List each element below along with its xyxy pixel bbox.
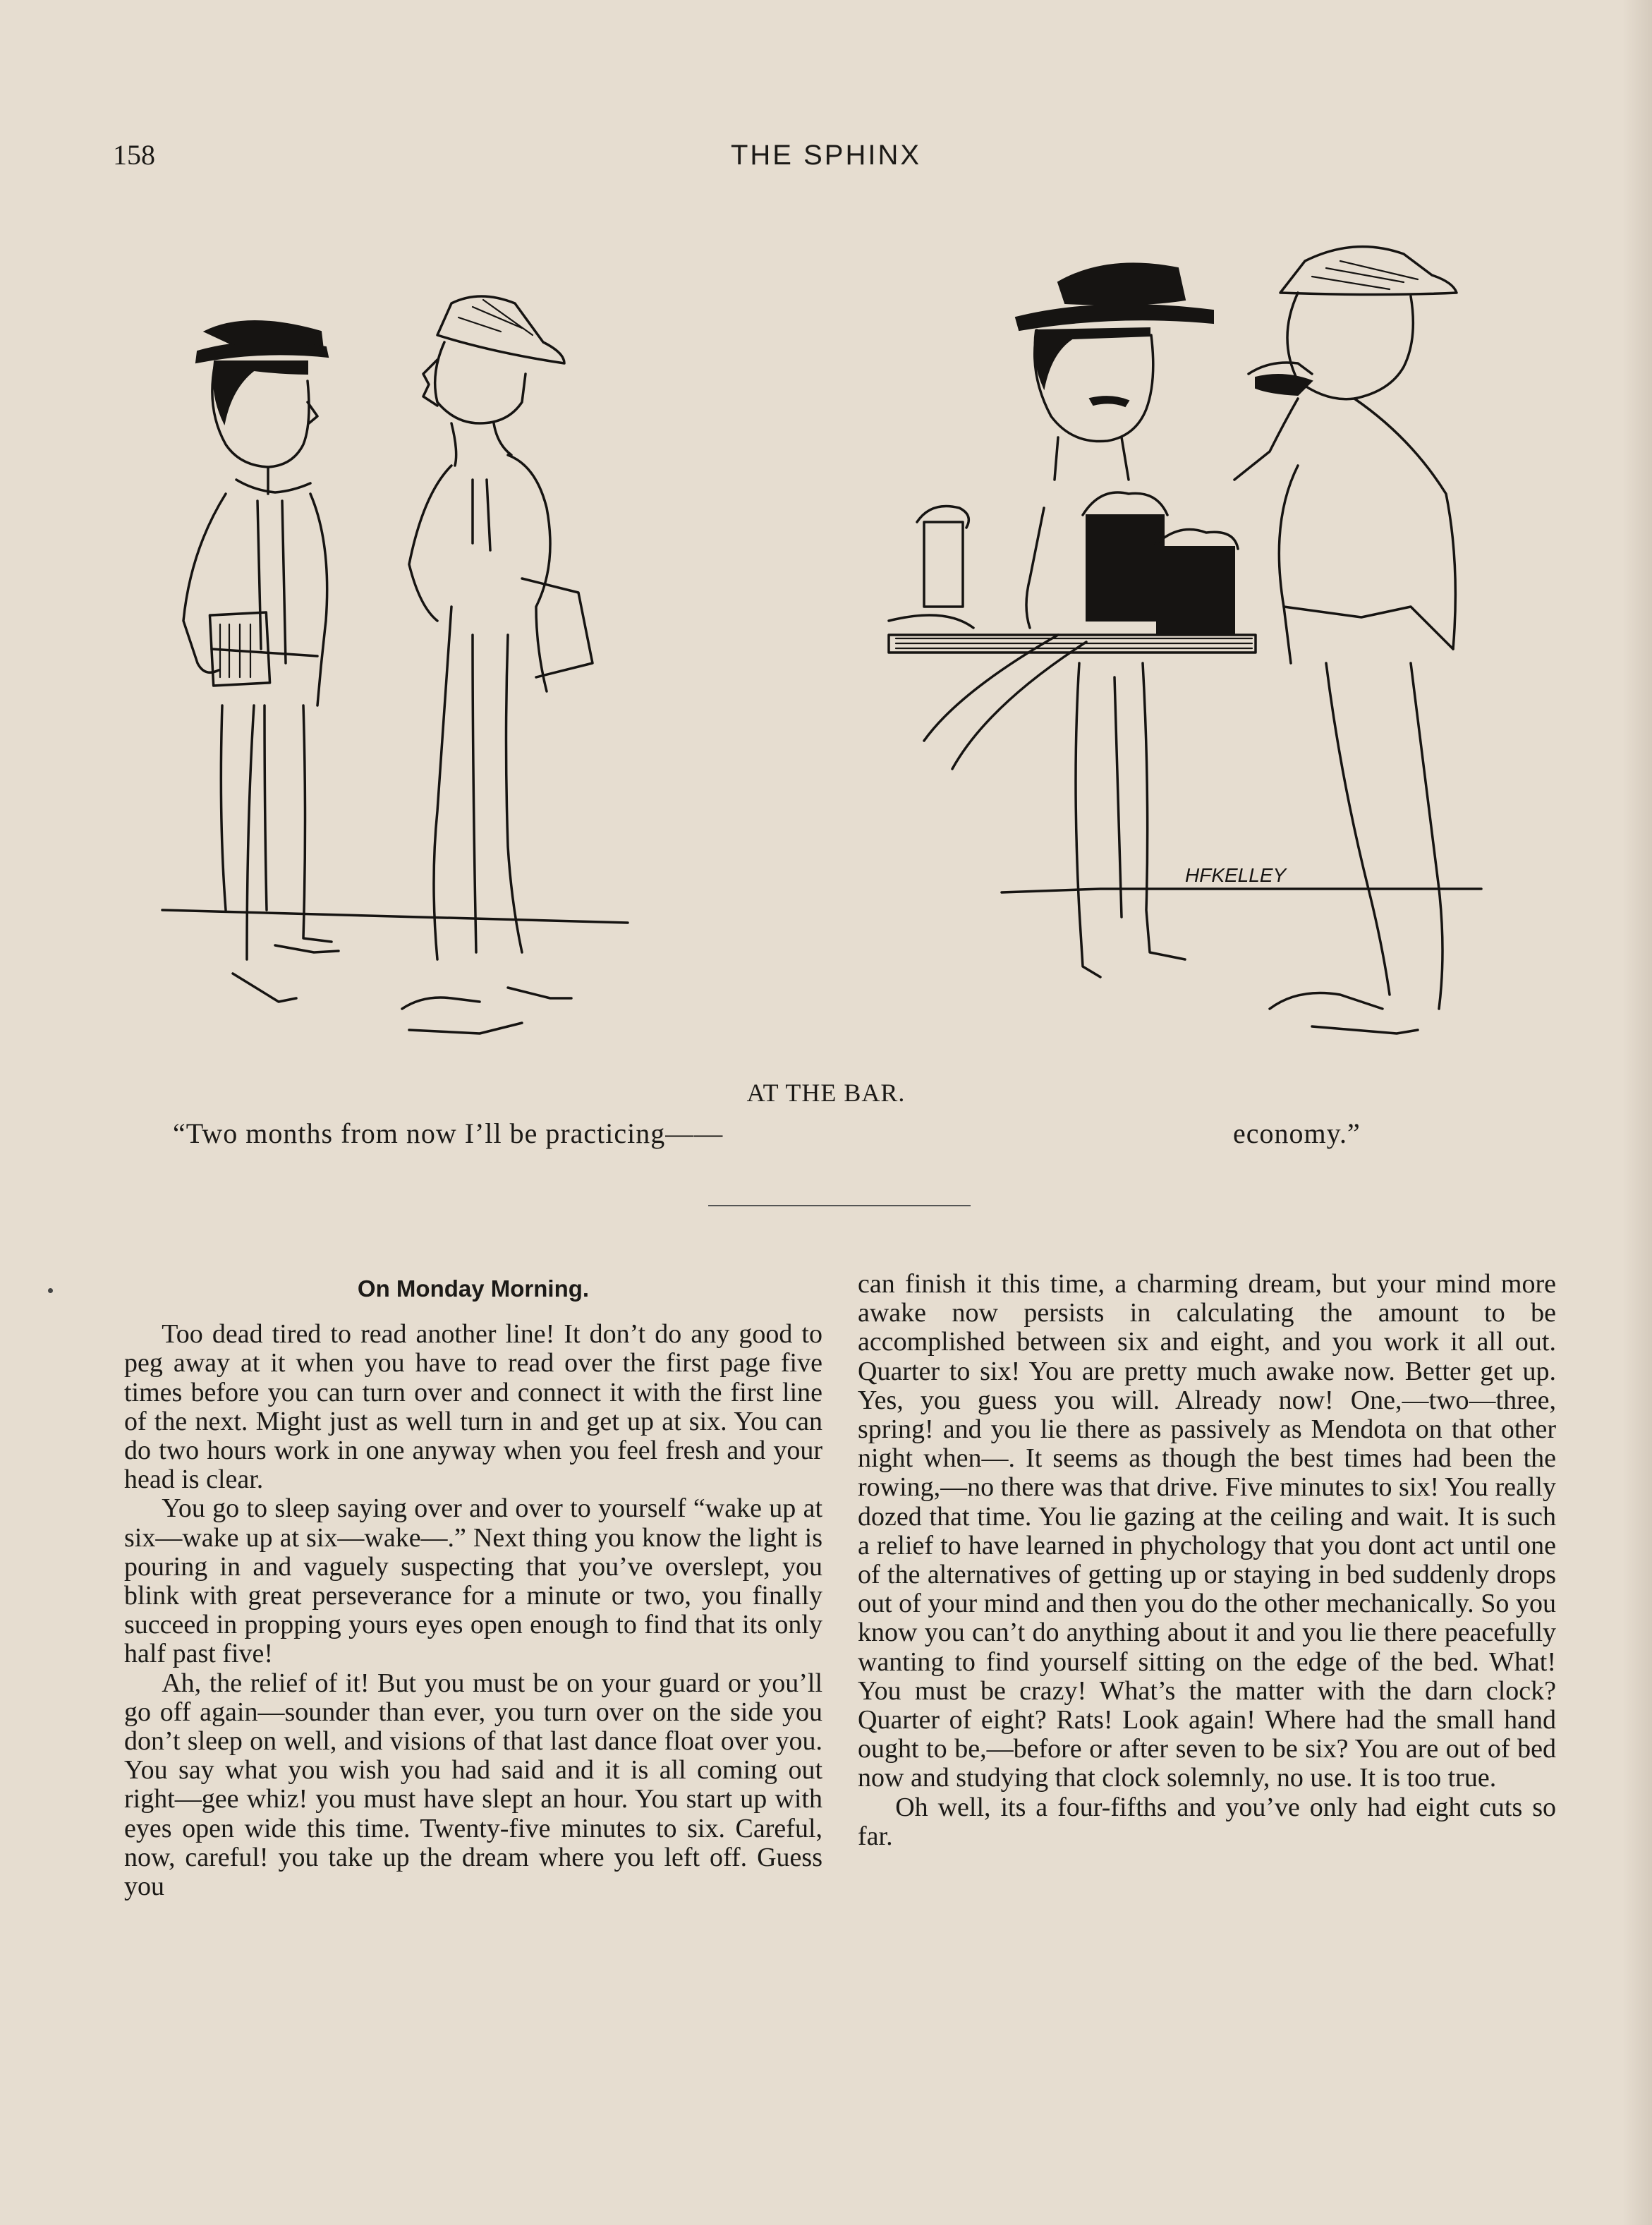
paragraph: Too dead tired to read another line! It don’t do any good to peg away at it when you have to read over the first page five times before you can turn over and connect it with the first line of the next. Might just as well turn in and get up at six. You can do two hours work in one anyway when you feel fresh and your head is clear. [124,1319,822,1495]
page-spine-shadow [1622,0,1652,2225]
left-scene-figures [162,296,628,1033]
caption-left: “Two months from now I’ll be practicing—— [173,1117,724,1149]
caption-title: AT THE BAR. [746,1079,906,1107]
running-title: THE SPHINX [730,140,922,171]
paragraph: Ah, the relief of it! But you must be on your guard or you’ll go off again—sounder than ever, you turn over on the side you don’t sleep on well, and visions of that last dance float over you. You say what you wish you had said and it is all coming out right—gee whiz! you must have slept an hour. You start up with eyes open wide this time. Twenty-five minutes to six. Careful, now, careful! you take up the dream where you left off. Guess you [124,1668,822,1902]
article-heading: On Monday Morning. [357,1275,590,1302]
artist-signature: HFKELLEY [1185,864,1287,886]
page-number: 158 [113,139,155,171]
paragraph: can finish it this time, a charming dream, but your mind more awake now persists in calculating the amount to be accomplished between six and eight, and you work it all out. Quarter to six! You are pretty much awake now. Better get up. Yes, you guess you will. Already now! One,—two—three, spring! and you lie there as passively as Mendota on that other night when—. It seems as though the best times had been the rowing,—no there was that drive. Five minutes to six! You really dozed that time. You lie gazing at the ceiling and wait. It is such a relief to have learned in phychology that you dont act until one of the alternatives of getting up or staying in bed suddenly drops out of your mind and then you do the other mechanically. So you know you can’t do anything about it and you lie there peacefully wanting to find yourself sitting on the edge of the bed. What! You must be crazy! What’s the matter with the darn clock? Quarter of eight? Rats! Look again! Where had the small hand ought to be,—before or after seven to be six? You are out of bed now and studying that clock solemnly, no use. It is too true. [858,1269,1556,1793]
paragraph: You go to sleep saying over and over to yourself “wake up at six—wake up at six—wake—.” Next thing you know the light is pouring in and vaguely suspecting that you’ve overslept, you blink with great perseverance for a minute or two, you finally succeed in propping yours eyes open enough to find that its only half past five! [124,1493,822,1669]
caption-right: economy.” [1233,1117,1361,1149]
article-left-column [124,1270,822,1901]
section-divider [708,1205,971,1206]
bar-cartoon-illustration [141,212,1517,1079]
paragraph: Oh well, its a four-fifths and you’ve only had eight cuts so far. [858,1792,1556,1851]
article-right-column [858,1270,1556,1851]
right-scene-figures [889,247,1481,1033]
ink-speck [48,1288,53,1293]
